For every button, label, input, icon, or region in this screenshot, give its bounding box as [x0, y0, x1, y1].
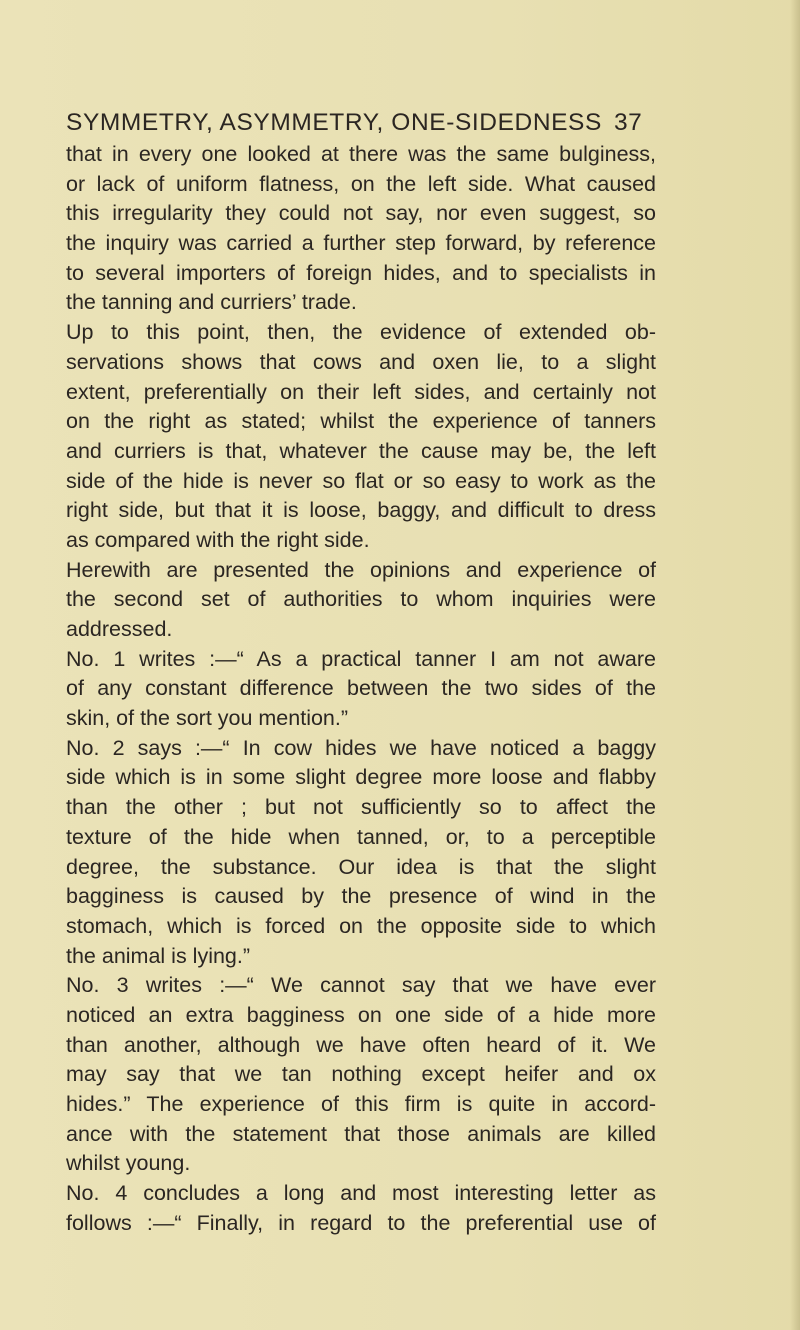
text-line: side which is in some slight degree more loose and flabby [66, 765, 656, 790]
text-line: No. 2 says :—“ In cow hides we have noticed a baggy [66, 735, 656, 760]
text-line: that in every one looked at there was the same bulginess, [66, 142, 656, 166]
text-line: of any constant difference between the two sides of the [66, 676, 656, 701]
text-line: degree, the substance. Our idea is that the slight [66, 854, 656, 879]
text-line: or lack of uniform flatness, on the left side. What caused [66, 171, 656, 196]
running-title: SYMMETRY, ASYMMETRY, ONE-SIDEDNESS [66, 109, 602, 136]
text-line: skin, of the sort you mention.” [66, 706, 349, 731]
text-line: extent, preferentially on their left sides, and certainly not [66, 379, 656, 404]
text-line: and curriers is that, whatever the cause may be, the left [66, 438, 656, 463]
text-line: whilst young. [66, 1151, 191, 1176]
text-line: No. 3 writes :—“ We cannot say that we have ever [66, 973, 656, 998]
text-line: Up to this point, then, the evidence of extended ob- [66, 320, 656, 345]
text-line: than another, although we have often heard of it. We [66, 1032, 656, 1057]
text-line: hides.” The experience of this firm is quite in accord- [66, 1092, 656, 1116]
text-line: on the right as stated; whilst the experience of tanners [66, 409, 656, 434]
text-line: may say that we tan nothing except heifer and ox [66, 1062, 656, 1087]
text-line: to several importers of foreign hides, and to specialists in [66, 260, 656, 285]
text-line: Herewith are presented the opinions and experience of [66, 557, 656, 582]
text-line: right side, but that it is loose, baggy, and difficult to dress [66, 498, 656, 523]
text-line: No. 1 writes :—“ As a practical tanner I am not aware [66, 646, 656, 671]
text-line: than the other ; but not sufficiently so to affect the [66, 795, 656, 820]
text-line: as compared with the right side. [66, 527, 370, 552]
text-line: the inquiry was carried a further step forward, by reference [66, 231, 656, 256]
text-line: the animal is lying.” [66, 943, 251, 968]
text-line: servations shows that cows and oxen lie, to a slight [66, 349, 656, 374]
page-number: 37 [613, 109, 643, 136]
text-line: this irregularity they could not say, nor even suggest, so [66, 201, 656, 226]
text-line: bagginess is caused by the presence of wind in the [66, 884, 656, 909]
text-line: No. 4 concludes a long and most interesting letter as [66, 1181, 656, 1206]
page-edge-shadow [790, 0, 800, 1330]
text-line: side of the hide is never so flat or so easy to work as the [66, 468, 656, 493]
text-line: the second set of authorities to whom inquiries were [66, 587, 656, 612]
text-line: follows :—“ Finally, in regard to the preferential use of [66, 1210, 656, 1235]
text-line: addressed. [66, 617, 173, 641]
text-line: texture of the hide when tanned, or, to a perceptible [66, 824, 656, 849]
text-line: noticed an extra bagginess on one side of a hide more [66, 1002, 656, 1027]
body-text [66, 140, 656, 1238]
text-line: ance with the statement that those animals are killed [66, 1121, 656, 1146]
text-line: stomach, which is forced on the opposite side to which [66, 913, 656, 938]
running-head [66, 108, 666, 138]
text-line: the tanning and curriers’ trade. [66, 290, 357, 315]
